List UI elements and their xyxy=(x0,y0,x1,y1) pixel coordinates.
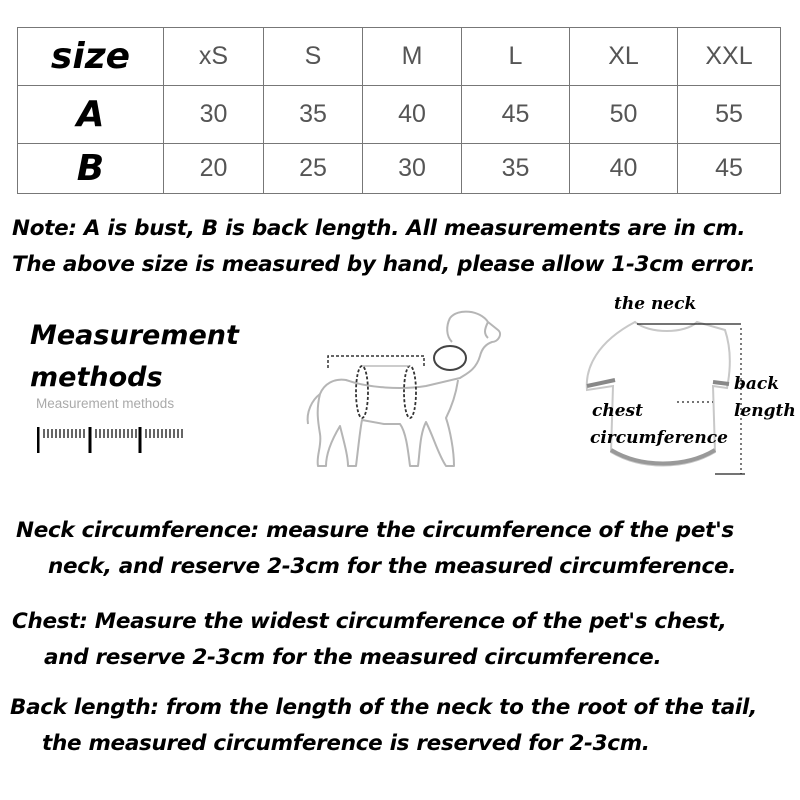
chest-instruction xyxy=(12,604,726,676)
table-cell: 30 xyxy=(363,144,462,194)
dog-measurement-illustration xyxy=(300,300,510,480)
note-line-1: Note: A is bust, B is back length. All measurements are in cm. xyxy=(12,216,746,241)
back-length-row xyxy=(18,144,781,194)
measurement-methods-subtitle: Measurement methods xyxy=(36,396,175,411)
size-chart-table xyxy=(17,27,781,194)
table-cell: 35 xyxy=(264,86,363,144)
neck-instruction-line-1: Neck circumference: measure the circumference of the pet's xyxy=(16,518,734,543)
chest-instruction-line-2: and reserve 2-3cm for the measured circumference. xyxy=(44,645,662,670)
size-label: XL xyxy=(570,28,678,86)
note-line-2: The above size is measured by hand, please allow 1-3cm error. xyxy=(12,252,756,277)
circumference-label: circumference xyxy=(590,428,728,448)
size-label: S xyxy=(264,28,363,86)
back-instruction xyxy=(10,690,757,762)
title-line-1: Measurement xyxy=(30,320,239,351)
table-cell: 45 xyxy=(678,144,781,194)
back-instruction-line-1: Back length: from the length of the neck to the root of the tail, xyxy=(10,695,757,720)
neck-label: the neck xyxy=(614,294,697,314)
neck-instruction-line-2: neck, and reserve 2-3cm for the measured circumference. xyxy=(48,554,737,579)
length-label: length xyxy=(734,401,796,421)
size-header-row xyxy=(18,28,781,86)
measurement-methods-title xyxy=(30,315,270,399)
size-label: L xyxy=(462,28,570,86)
chest-label: chest xyxy=(592,401,643,421)
size-note xyxy=(12,211,800,283)
table-cell: 30 xyxy=(164,86,264,144)
chest-instruction-line-1: Chest: Measure the widest circumference of the pet's chest, xyxy=(12,609,727,634)
size-label: xS xyxy=(164,28,264,86)
table-cell: 40 xyxy=(570,144,678,194)
table-cell: 40 xyxy=(363,86,462,144)
table-cell: 20 xyxy=(164,144,264,194)
size-label: XXL xyxy=(678,28,781,86)
size-label: M xyxy=(363,28,462,86)
table-cell: 50 xyxy=(570,86,678,144)
row-label-a: A xyxy=(18,86,164,144)
back-instruction-line-2: the measured circumference is reserved for 2-3cm. xyxy=(42,731,650,756)
neck-instruction xyxy=(16,513,736,585)
table-cell: 25 xyxy=(264,144,363,194)
ruler-icon xyxy=(37,423,187,455)
size-header-label: size xyxy=(18,28,164,86)
title-line-2: methods xyxy=(30,362,163,393)
table-cell: 35 xyxy=(462,144,570,194)
bust-row xyxy=(18,86,781,144)
row-label-b: B xyxy=(18,144,164,194)
back-label: back xyxy=(734,374,780,394)
table-cell: 45 xyxy=(462,86,570,144)
table-cell: 55 xyxy=(678,86,781,144)
